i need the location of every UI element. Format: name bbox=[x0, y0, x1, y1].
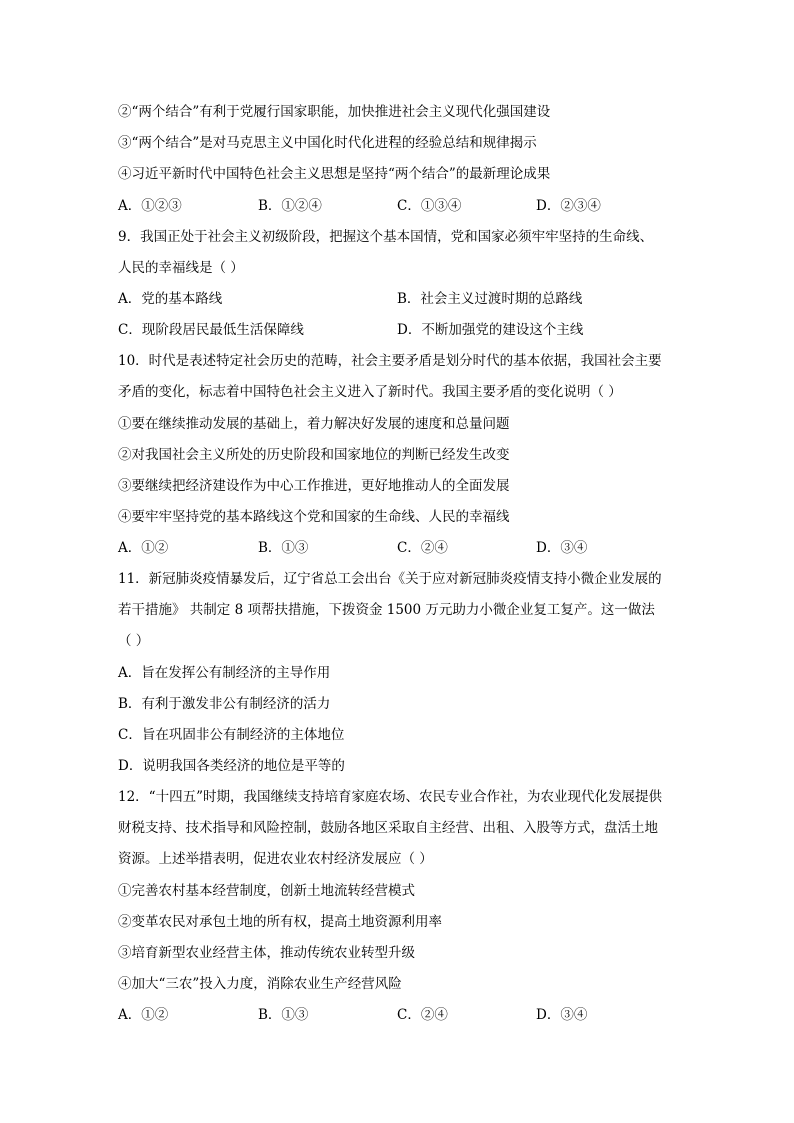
q12-statement-1: ①完善农村基本经营制度，创新土地流转经营模式 bbox=[118, 883, 415, 899]
q12-option-d: D．③④ bbox=[536, 1007, 588, 1023]
q8-statement-3: ③“两个结合”是对马克思主义中国化时代化进程的经验总结和规律揭示 bbox=[118, 135, 537, 151]
q11-option-a: A．旨在发挥公有制经济的主导作用 bbox=[118, 665, 331, 681]
q9-option-c: C．现阶段居民最低生活保障线 bbox=[118, 322, 304, 338]
q10-statement-4: ④要牢牢坚持党的基本路线这个党和国家的生命线、人民的幸福线 bbox=[118, 509, 510, 525]
q8-statement-4: ④习近平新时代中国特色社会主义思想是坚持“两个结合”的最新理论成果 bbox=[118, 166, 551, 182]
q12-statement-4: ④加大“三农”投入力度，消除农业生产经营风险 bbox=[118, 976, 402, 992]
q11-stem-line-3: （ ） bbox=[118, 633, 150, 649]
q11-stem-line-1: 11．新冠肺炎疫情暴发后，辽宁省总工会出台《关于应对新冠肺炎疫情支持小微企业发展的 bbox=[118, 571, 662, 587]
q12-stem-line-3: 资源。上述举措表明，促进农业农村经济发展应（ ） bbox=[118, 851, 433, 867]
q8-option-c: C．①③④ bbox=[397, 198, 462, 214]
q12-option-a: A．①② bbox=[118, 1007, 169, 1023]
q8-option-b: B．①②④ bbox=[258, 198, 322, 214]
q8-option-d: D．②③④ bbox=[536, 198, 601, 214]
q9-stem-line-2: 人民的幸福线是（ ） bbox=[118, 260, 244, 276]
q11-option-d: D．说明我国各类经济的地位是平等的 bbox=[118, 758, 345, 774]
q12-option-b: B．①③ bbox=[258, 1007, 309, 1023]
q10-option-a: A．①② bbox=[118, 540, 169, 556]
q10-statement-1: ①要在继续推动发展的基础上，着力解决好发展的速度和总量问题 bbox=[118, 416, 510, 432]
q10-statement-3: ③要继续把经济建设作为中心工作推进，更好地推动人的全面发展 bbox=[118, 478, 510, 494]
q10-option-d: D．③④ bbox=[536, 540, 588, 556]
q11-stem-line-2: 若干措施》 共制定 8 项帮扶措施，下拨资金 1500 万元助力小微企业复工复产。这一做法 bbox=[118, 602, 655, 618]
q9-option-b: B．社会主义过渡时期的总路线 bbox=[397, 291, 583, 307]
q12-stem-line-2: 财税支持、技术指导和风险控制，鼓励各地区采取自主经营、出租、入股等方式，盘活土地 bbox=[118, 820, 658, 836]
q10-stem-line-2: 矛盾的变化，标志着中国特色社会主义进入了新时代。我国主要矛盾的变化说明（ ） bbox=[118, 384, 622, 400]
q10-stem-line-1: 10．时代是表述特定社会历史的范畴，社会主要矛盾是划分时代的基本依据，我国社会主要 bbox=[118, 353, 662, 369]
q11-option-b: B．有利于激发非公有制经济的活力 bbox=[118, 696, 331, 712]
q10-statement-2: ②对我国社会主义所处的历史阶段和国家地位的判断已经发生改变 bbox=[118, 447, 510, 463]
q12-option-c: C．②④ bbox=[397, 1007, 448, 1023]
q8-statement-2: ②“两个结合”有利于党履行国家职能，加快推进社会主义现代化强国建设 bbox=[118, 104, 551, 120]
q10-option-b: B．①③ bbox=[258, 540, 309, 556]
q12-statement-3: ③培育新型农业经营主体，推动传统农业转型升级 bbox=[118, 945, 415, 961]
q10-option-c: C．②④ bbox=[397, 540, 448, 556]
q9-option-d: D．不断加强党的建设这个主线 bbox=[397, 322, 584, 338]
q9-option-a: A．党的基本路线 bbox=[118, 291, 223, 307]
q12-stem-line-1: 12．“十四五”时期，我国继续支持培育家庭农场、农民专业合作社，为农业现代化发展提供 bbox=[118, 789, 662, 805]
q8-option-a: A．①②③ bbox=[118, 198, 182, 214]
q12-statement-2: ②变革农民对承包土地的所有权，提高土地资源利用率 bbox=[118, 914, 442, 930]
q9-stem-line-1: 9．我国正处于社会主义初级阶段，把握这个基本国情，党和国家必须牢牢坚持的生命线、 bbox=[118, 229, 654, 245]
q11-option-c: C．旨在巩固非公有制经济的主体地位 bbox=[118, 727, 345, 743]
